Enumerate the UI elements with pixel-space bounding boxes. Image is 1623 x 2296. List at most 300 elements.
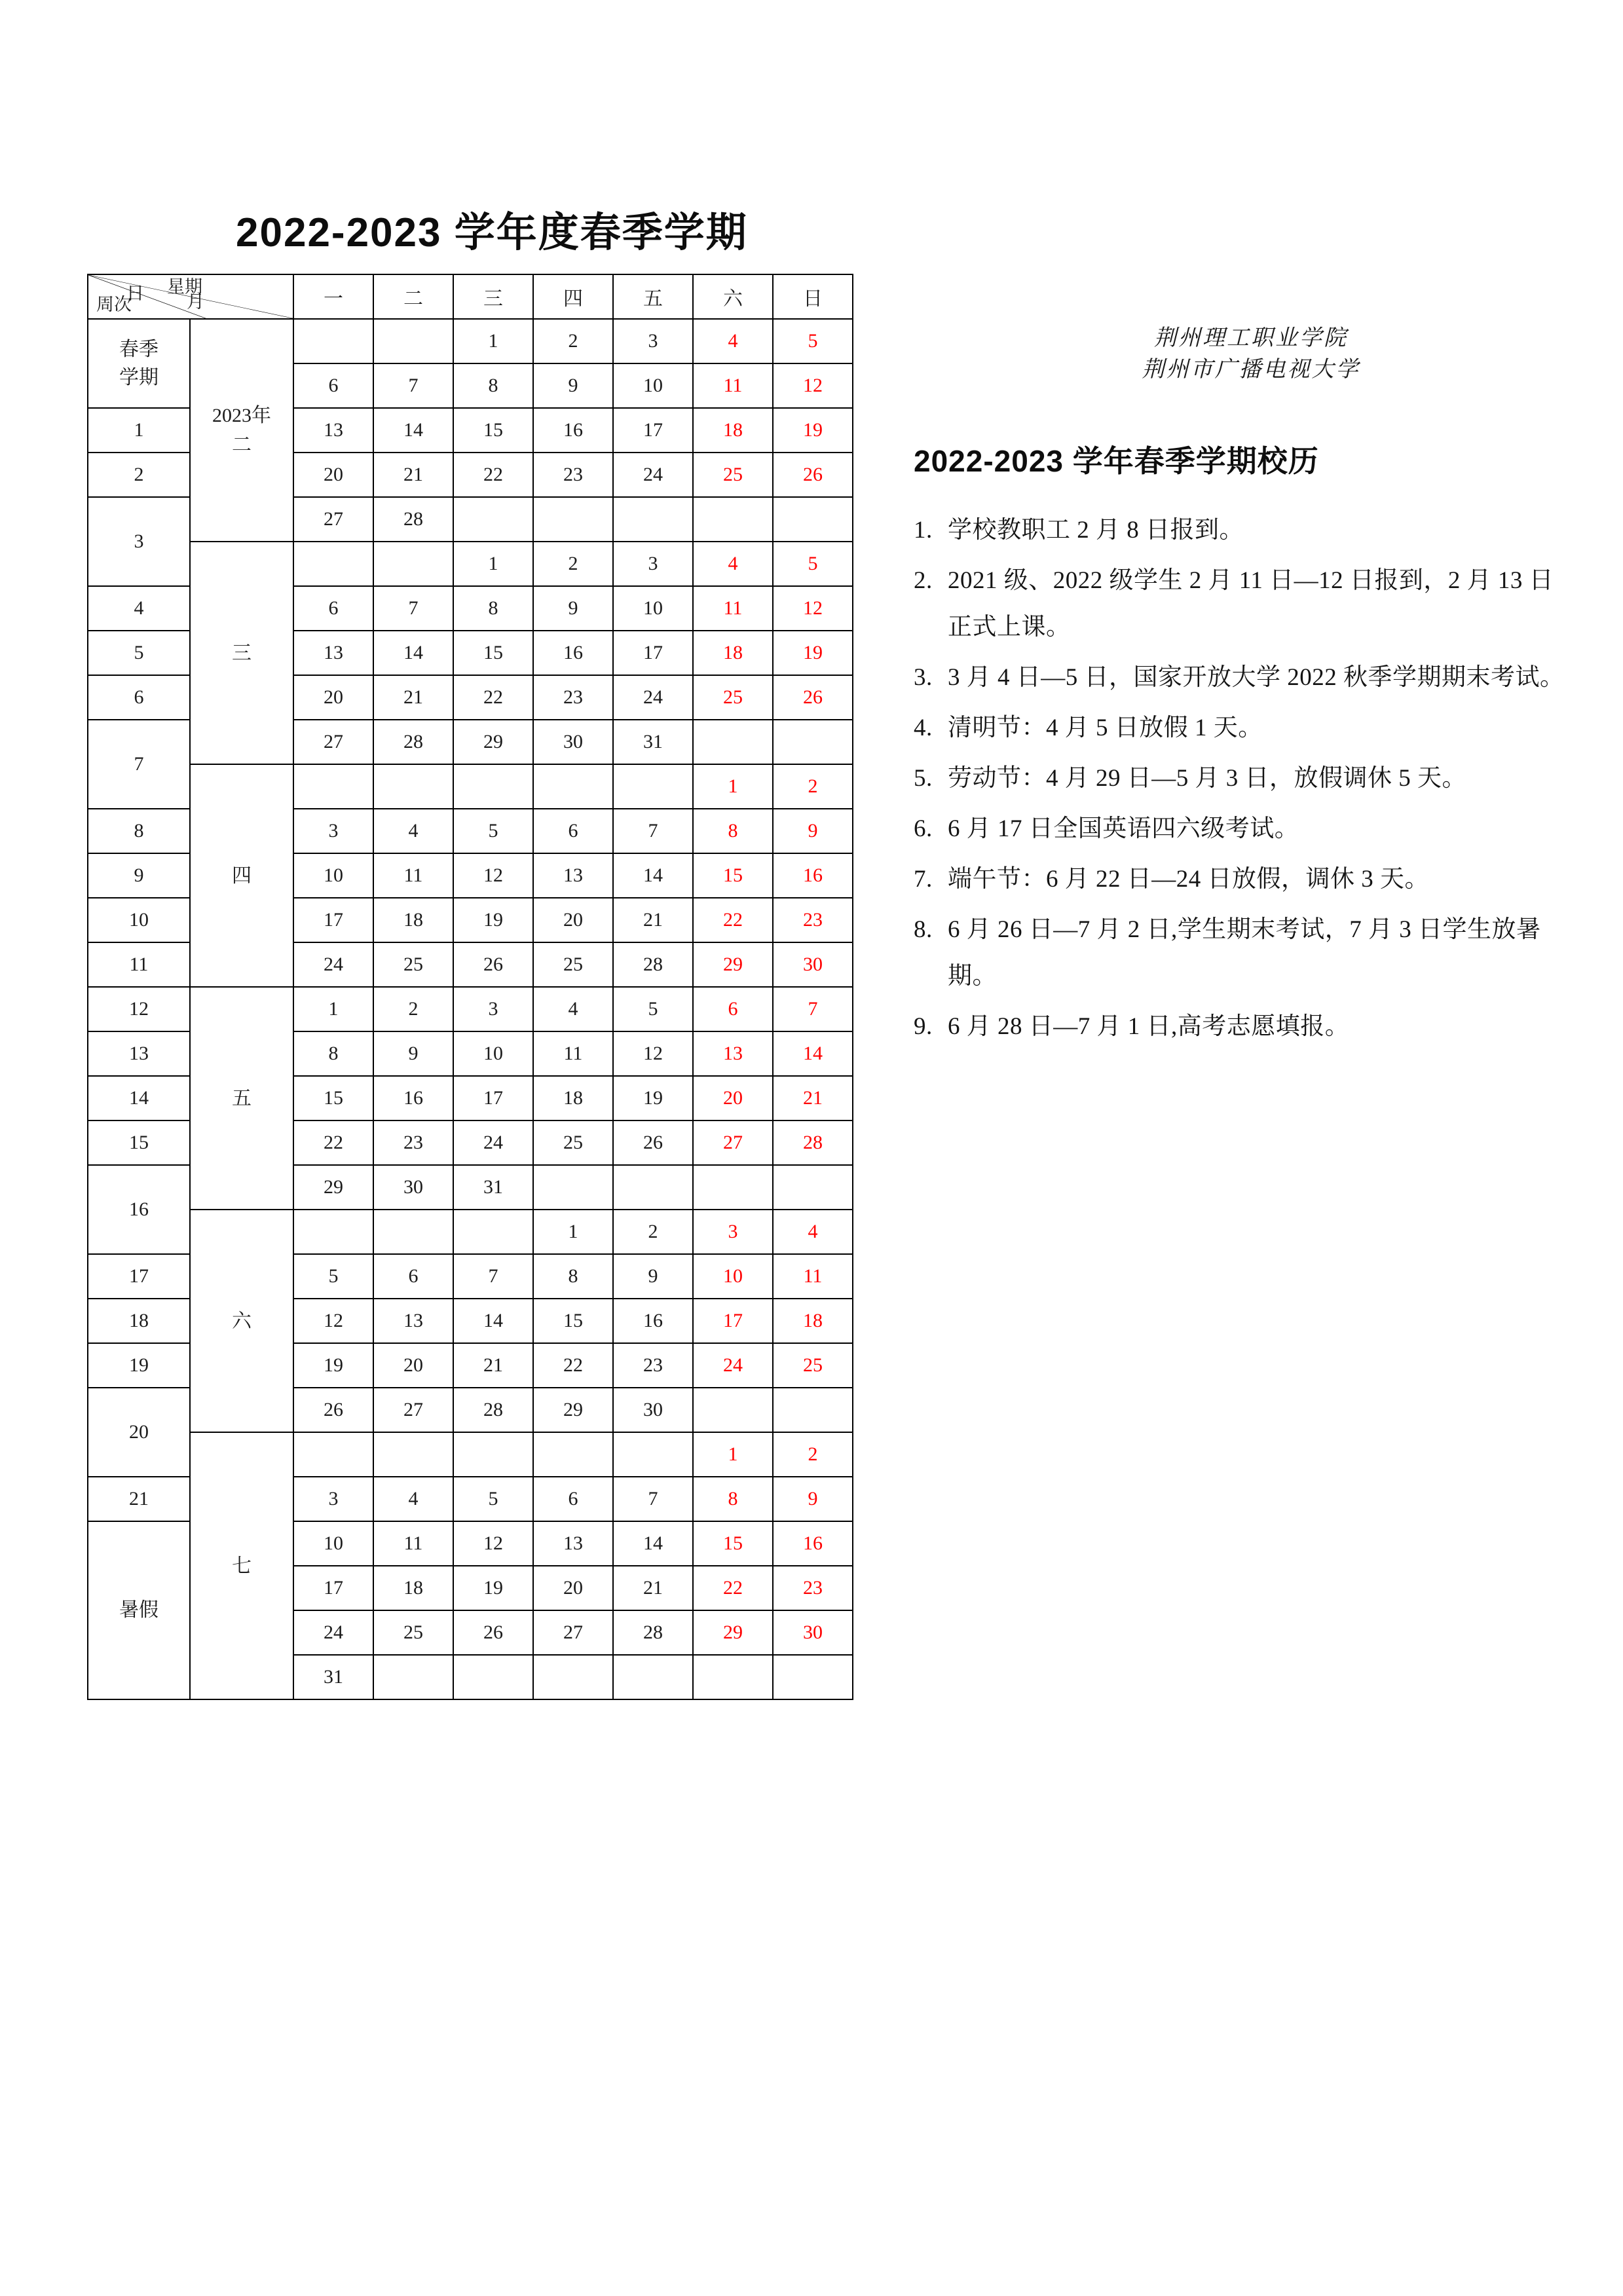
calendar-date-cell: 21 [613, 898, 693, 942]
note-number: 1. [914, 517, 933, 544]
calendar-date-cell: 29 [533, 1388, 613, 1432]
month-name-cell: 五 [190, 987, 293, 1210]
academic-calendar-table-wrapper [87, 274, 852, 1700]
calendar-date-cell: 29 [293, 1165, 373, 1210]
calendar-date-cell: 7 [373, 363, 453, 408]
calendar-date-cell: 14 [613, 1521, 693, 1566]
calendar-date-cell: 23 [773, 898, 853, 942]
week-number-cell: 17 [88, 1254, 190, 1299]
calendar-date-cell: 17 [693, 1299, 773, 1343]
week-number-cell: 21 [88, 1477, 190, 1521]
calendar-date-cell: 13 [293, 631, 373, 675]
calendar-date-cell: 6 [293, 363, 373, 408]
calendar-date-cell: 3 [613, 319, 693, 363]
calendar-date-cell: 28 [613, 1610, 693, 1655]
calendar-date-cell: 5 [293, 1254, 373, 1299]
calendar-date-cell: 1 [453, 319, 533, 363]
calendar-date-cell: 22 [693, 1566, 773, 1610]
calendar-date-cell: 25 [693, 675, 773, 720]
calendar-empty-cell [613, 1432, 693, 1477]
calendar-date-cell: 28 [453, 1388, 533, 1432]
week-number-cell: 2 [88, 453, 190, 497]
calendar-date-cell: 20 [693, 1076, 773, 1120]
calendar-date-cell: 11 [693, 363, 773, 408]
calendar-date-cell: 24 [693, 1343, 773, 1388]
calendar-date-cell: 25 [773, 1343, 853, 1388]
calendar-date-cell: 8 [293, 1031, 373, 1076]
month-name-cell: 四 [190, 764, 293, 987]
calendar-date-cell: 26 [453, 1610, 533, 1655]
calendar-week-row [88, 1432, 853, 1477]
calendar-date-cell: 24 [293, 1610, 373, 1655]
calendar-date-cell: 3 [613, 542, 693, 586]
calendar-date-cell: 7 [453, 1254, 533, 1299]
calendar-date-cell: 25 [373, 942, 453, 987]
calendar-date-cell: 14 [453, 1299, 533, 1343]
calendar-date-cell: 4 [693, 542, 773, 586]
calendar-empty-cell [773, 720, 853, 764]
calendar-date-cell: 14 [773, 1031, 853, 1076]
page-title: 2022-2023 学年度春季学期 [236, 210, 748, 255]
calendar-note-item [914, 805, 1575, 852]
right-info-panel [914, 327, 1575, 1054]
calendar-date-cell: 12 [453, 1521, 533, 1566]
calendar-empty-cell [453, 1432, 533, 1477]
calendar-date-cell: 9 [373, 1031, 453, 1076]
calendar-date-cell: 9 [533, 363, 613, 408]
calendar-empty-cell [693, 497, 773, 542]
calendar-empty-cell [613, 1165, 693, 1210]
calendar-empty-cell [533, 764, 613, 809]
calendar-date-cell: 12 [773, 363, 853, 408]
calendar-date-cell: 27 [373, 1388, 453, 1432]
calendar-date-cell: 29 [453, 720, 533, 764]
calendar-date-cell: 8 [453, 586, 533, 631]
calendar-note-item [914, 705, 1575, 751]
note-text: 学校教职工 2 月 8 日报到。 [948, 517, 1244, 544]
calendar-date-cell: 24 [613, 453, 693, 497]
calendar-date-cell: 17 [293, 898, 373, 942]
month-name-cell: 2023年 二 [190, 319, 293, 542]
calendar-date-cell: 30 [373, 1165, 453, 1210]
note-number: 8. [914, 916, 933, 944]
weekday-header-tue: 二 [373, 274, 453, 319]
corner-label-weekday: 星期 [167, 277, 202, 297]
week-number-cell: 10 [88, 898, 190, 942]
calendar-date-cell: 19 [773, 631, 853, 675]
calendar-date-cell: 11 [773, 1254, 853, 1299]
calendar-date-cell: 6 [693, 987, 773, 1031]
calendar-empty-cell [373, 1432, 453, 1477]
calendar-date-cell: 19 [453, 1566, 533, 1610]
calendar-date-cell: 21 [373, 453, 453, 497]
calendar-date-cell: 28 [773, 1120, 853, 1165]
calendar-date-cell: 28 [373, 497, 453, 542]
weekday-header-mon: 一 [293, 274, 373, 319]
calendar-date-cell: 2 [533, 542, 613, 586]
note-text: 端午节：6 月 22 日—24 日放假，调休 3 天。 [948, 866, 1429, 893]
week-number-cell: 7 [88, 720, 190, 809]
calendar-empty-cell [373, 319, 453, 363]
calendar-date-cell: 28 [373, 720, 453, 764]
calendar-date-cell: 27 [293, 720, 373, 764]
calendar-date-cell: 2 [773, 764, 853, 809]
calendar-date-cell: 25 [533, 942, 613, 987]
calendar-date-cell: 13 [373, 1299, 453, 1343]
week-number-cell: 9 [88, 853, 190, 898]
calendar-date-cell: 23 [533, 675, 613, 720]
calendar-date-cell: 20 [293, 453, 373, 497]
calendar-date-cell: 18 [373, 898, 453, 942]
week-number-cell: 20 [88, 1388, 190, 1477]
calendar-date-cell: 22 [533, 1343, 613, 1388]
table-header [88, 274, 853, 319]
calendar-date-cell: 27 [293, 497, 373, 542]
calendar-date-cell: 4 [373, 1477, 453, 1521]
calendar-date-cell: 27 [533, 1610, 613, 1655]
calendar-date-cell: 16 [773, 853, 853, 898]
calendar-date-cell: 7 [613, 1477, 693, 1521]
calendar-note-item [914, 507, 1575, 553]
calendar-date-cell: 8 [693, 809, 773, 853]
calendar-date-cell: 21 [613, 1566, 693, 1610]
note-text: 清明节：4 月 5 日放假 1 天。 [948, 714, 1263, 742]
calendar-week-row [88, 987, 853, 1031]
calendar-note-item [914, 856, 1575, 902]
calendar-date-cell: 14 [613, 853, 693, 898]
note-number: 4. [914, 714, 933, 742]
calendar-date-cell: 12 [293, 1299, 373, 1343]
calendar-date-cell: 12 [613, 1031, 693, 1076]
note-text: 2021 级、2022 级学生 2 月 11 日—12 日报到，2 月 13 日正式上课。 [948, 567, 1554, 641]
calendar-date-cell: 16 [373, 1076, 453, 1120]
calendar-date-cell: 25 [533, 1120, 613, 1165]
calendar-empty-cell [773, 497, 853, 542]
calendar-date-cell: 11 [533, 1031, 613, 1076]
calendar-date-cell: 11 [373, 1521, 453, 1566]
corner-label-weeknum: 周次 [96, 294, 132, 314]
calendar-date-cell: 8 [533, 1254, 613, 1299]
calendar-date-cell: 15 [453, 408, 533, 453]
calendar-date-cell: 10 [293, 853, 373, 898]
organization-name-secondary: 荆州市广播电视大学 [1142, 358, 1360, 382]
calendar-empty-cell [693, 720, 773, 764]
calendar-empty-cell [373, 764, 453, 809]
calendar-date-cell: 22 [693, 898, 773, 942]
calendar-date-cell: 21 [373, 675, 453, 720]
table-header-row [88, 274, 853, 319]
organization-name-primary: 荆州理工职业学院 [1154, 326, 1348, 350]
calendar-empty-cell [533, 1655, 613, 1699]
calendar-date-cell: 17 [613, 631, 693, 675]
month-name-cell: 三 [190, 542, 293, 764]
calendar-date-cell: 29 [693, 1610, 773, 1655]
calendar-date-cell: 11 [693, 586, 773, 631]
calendar-date-cell: 10 [293, 1521, 373, 1566]
calendar-date-cell: 22 [293, 1120, 373, 1165]
calendar-empty-cell [693, 1165, 773, 1210]
calendar-date-cell: 21 [773, 1076, 853, 1120]
calendar-date-cell: 8 [453, 363, 533, 408]
calendar-date-cell: 13 [293, 408, 373, 453]
calendar-date-cell: 4 [373, 809, 453, 853]
calendar-week-row [88, 542, 853, 586]
calendar-date-cell: 6 [293, 586, 373, 631]
calendar-date-cell: 10 [613, 586, 693, 631]
calendar-week-row [88, 764, 853, 809]
weekday-header-fri: 五 [613, 274, 693, 319]
calendar-empty-cell [453, 1210, 533, 1254]
week-number-cell: 11 [88, 942, 190, 987]
calendar-date-cell: 1 [453, 542, 533, 586]
calendar-date-cell: 5 [453, 809, 533, 853]
weekday-header-thu: 四 [533, 274, 613, 319]
calendar-date-cell: 19 [293, 1343, 373, 1388]
calendar-date-cell: 18 [773, 1299, 853, 1343]
note-text: 劳动节：4 月 29 日—5 月 3 日，放假调休 5 天。 [948, 765, 1466, 792]
calendar-date-cell: 2 [373, 987, 453, 1031]
calendar-date-cell: 26 [453, 942, 533, 987]
calendar-date-cell: 2 [773, 1432, 853, 1477]
calendar-date-cell: 9 [613, 1254, 693, 1299]
calendar-date-cell: 17 [293, 1566, 373, 1610]
week-number-cell: 4 [88, 586, 190, 631]
calendar-date-cell: 15 [533, 1299, 613, 1343]
calendar-date-cell: 28 [613, 942, 693, 987]
month-name-cell: 七 [190, 1432, 293, 1699]
week-number-cell: 春季 学期 [88, 319, 190, 408]
calendar-date-cell: 30 [773, 942, 853, 987]
calendar-date-cell: 31 [293, 1655, 373, 1699]
calendar-date-cell: 10 [613, 363, 693, 408]
calendar-date-cell: 7 [373, 586, 453, 631]
calendar-date-cell: 3 [293, 809, 373, 853]
week-number-cell: 3 [88, 497, 190, 586]
calendar-date-cell: 26 [773, 453, 853, 497]
calendar-date-cell: 17 [453, 1076, 533, 1120]
week-number-cell: 8 [88, 809, 190, 853]
week-number-cell: 12 [88, 987, 190, 1031]
calendar-date-cell: 1 [693, 764, 773, 809]
corner-label-day: 日 [126, 284, 144, 303]
calendar-empty-cell [293, 1432, 373, 1477]
calendar-date-cell: 15 [453, 631, 533, 675]
note-number: 5. [914, 765, 933, 792]
calendar-note-item [914, 557, 1575, 650]
calendar-note-item [914, 906, 1575, 999]
note-number: 3. [914, 664, 933, 692]
academic-calendar-table [87, 274, 853, 1700]
calendar-date-cell: 11 [373, 853, 453, 898]
calendar-date-cell: 24 [613, 675, 693, 720]
calendar-date-cell: 9 [773, 1477, 853, 1521]
calendar-date-cell: 26 [293, 1388, 373, 1432]
calendar-date-cell: 22 [453, 675, 533, 720]
calendar-date-cell: 21 [453, 1343, 533, 1388]
calendar-empty-cell [773, 1655, 853, 1699]
week-number-cell: 暑假 [88, 1521, 190, 1699]
month-name-cell: 六 [190, 1210, 293, 1432]
calendar-date-cell: 26 [613, 1120, 693, 1165]
calendar-date-cell: 30 [613, 1388, 693, 1432]
calendar-date-cell: 30 [533, 720, 613, 764]
calendar-date-cell: 6 [373, 1254, 453, 1299]
calendar-date-cell: 27 [693, 1120, 773, 1165]
calendar-notes-list [914, 507, 1575, 1050]
calendar-empty-cell [613, 764, 693, 809]
calendar-date-cell: 15 [293, 1076, 373, 1120]
calendar-empty-cell [613, 497, 693, 542]
calendar-empty-cell [293, 764, 373, 809]
calendar-date-cell: 13 [693, 1031, 773, 1076]
calendar-date-cell: 13 [533, 853, 613, 898]
calendar-date-cell: 24 [293, 942, 373, 987]
week-number-cell: 15 [88, 1120, 190, 1165]
calendar-date-cell: 4 [533, 987, 613, 1031]
week-number-cell: 13 [88, 1031, 190, 1076]
calendar-date-cell: 13 [533, 1521, 613, 1566]
calendar-date-cell: 15 [693, 853, 773, 898]
calendar-date-cell: 20 [533, 1566, 613, 1610]
calendar-date-cell: 6 [533, 1477, 613, 1521]
calendar-date-cell: 5 [453, 1477, 533, 1521]
calendar-date-cell: 5 [773, 542, 853, 586]
corner-header-cell [88, 274, 293, 319]
calendar-date-cell: 31 [613, 720, 693, 764]
note-number: 7. [914, 866, 933, 893]
table-body [88, 319, 853, 1699]
calendar-date-cell: 3 [453, 987, 533, 1031]
calendar-date-cell: 3 [293, 1477, 373, 1521]
week-number-cell: 6 [88, 675, 190, 720]
calendar-empty-cell [453, 1655, 533, 1699]
note-number: 2. [914, 567, 933, 595]
calendar-date-cell: 25 [373, 1610, 453, 1655]
calendar-empty-cell [693, 1655, 773, 1699]
calendar-date-cell: 16 [533, 631, 613, 675]
calendar-date-cell: 23 [533, 453, 613, 497]
week-number-cell: 16 [88, 1165, 190, 1254]
note-text: 6 月 26 日—7 月 2 日,学生期末考试，7 月 3 日学生放暑期。 [948, 916, 1541, 990]
calendar-date-cell: 30 [773, 1610, 853, 1655]
calendar-date-cell: 12 [453, 853, 533, 898]
calendar-date-cell: 1 [533, 1210, 613, 1254]
calendar-date-cell: 8 [693, 1477, 773, 1521]
calendar-date-cell: 18 [693, 408, 773, 453]
calendar-date-cell: 22 [453, 453, 533, 497]
calendar-date-cell: 7 [773, 987, 853, 1031]
calendar-date-cell: 16 [533, 408, 613, 453]
calendar-note-item [914, 1003, 1575, 1050]
calendar-date-cell: 17 [613, 408, 693, 453]
weekday-header-wed: 三 [453, 274, 533, 319]
calendar-date-cell: 23 [373, 1120, 453, 1165]
calendar-date-cell: 20 [533, 898, 613, 942]
calendar-date-cell: 23 [773, 1566, 853, 1610]
calendar-date-cell: 7 [613, 809, 693, 853]
calendar-empty-cell [453, 497, 533, 542]
week-number-cell: 14 [88, 1076, 190, 1120]
calendar-date-cell: 9 [773, 809, 853, 853]
calendar-empty-cell [373, 542, 453, 586]
calendar-empty-cell [693, 1388, 773, 1432]
calendar-date-cell: 14 [373, 631, 453, 675]
calendar-date-cell: 10 [693, 1254, 773, 1299]
calendar-date-cell: 18 [373, 1566, 453, 1610]
calendar-empty-cell [293, 1210, 373, 1254]
calendar-date-cell: 14 [373, 408, 453, 453]
calendar-empty-cell [373, 1655, 453, 1699]
corner-label-month: 月 [187, 292, 204, 312]
calendar-week-row [88, 319, 853, 363]
calendar-date-cell: 24 [453, 1120, 533, 1165]
calendar-date-cell: 5 [613, 987, 693, 1031]
week-number-cell: 1 [88, 408, 190, 453]
calendar-date-cell: 1 [693, 1432, 773, 1477]
note-text: 6 月 17 日全国英语四六级考试。 [948, 815, 1299, 843]
calendar-date-cell: 18 [693, 631, 773, 675]
calendar-empty-cell [533, 1165, 613, 1210]
calendar-date-cell: 19 [773, 408, 853, 453]
calendar-date-cell: 16 [613, 1299, 693, 1343]
calendar-date-cell: 5 [773, 319, 853, 363]
calendar-date-cell: 4 [773, 1210, 853, 1254]
calendar-date-cell: 18 [533, 1076, 613, 1120]
week-number-cell: 19 [88, 1343, 190, 1388]
weekday-header-sat: 六 [693, 274, 773, 319]
calendar-date-cell: 23 [613, 1343, 693, 1388]
calendar-date-cell: 26 [773, 675, 853, 720]
calendar-date-cell: 10 [453, 1031, 533, 1076]
calendar-date-cell: 16 [773, 1521, 853, 1566]
note-text: 3 月 4 日—5 日，国家开放大学 2022 秋季学期期末考试。 [948, 664, 1565, 692]
calendar-empty-cell [533, 497, 613, 542]
weekday-header-sun: 日 [773, 274, 853, 319]
calendar-date-cell: 15 [693, 1521, 773, 1566]
calendar-note-item [914, 755, 1575, 802]
calendar-date-cell: 29 [693, 942, 773, 987]
calendar-empty-cell [453, 764, 533, 809]
calendar-date-cell: 19 [613, 1076, 693, 1120]
calendar-date-cell: 2 [533, 319, 613, 363]
calendar-empty-cell [773, 1388, 853, 1432]
calendar-empty-cell [613, 1655, 693, 1699]
calendar-date-cell: 4 [693, 319, 773, 363]
calendar-empty-cell [773, 1165, 853, 1210]
calendar-date-cell: 12 [773, 586, 853, 631]
calendar-note-item [914, 654, 1575, 701]
note-number: 6. [914, 815, 933, 843]
note-text: 6 月 28 日—7 月 1 日,高考志愿填报。 [948, 1013, 1350, 1041]
calendar-empty-cell [373, 1210, 453, 1254]
calendar-week-row [88, 1210, 853, 1254]
calendar-date-cell: 19 [453, 898, 533, 942]
calendar-empty-cell [533, 1432, 613, 1477]
calendar-date-cell: 20 [373, 1343, 453, 1388]
calendar-date-cell: 2 [613, 1210, 693, 1254]
calendar-date-cell: 3 [693, 1210, 773, 1254]
calendar-date-cell: 20 [293, 675, 373, 720]
calendar-date-cell: 6 [533, 809, 613, 853]
calendar-date-cell: 25 [693, 453, 773, 497]
calendar-date-cell: 1 [293, 987, 373, 1031]
note-number: 9. [914, 1013, 933, 1041]
panel-heading: 2022-2023 学年春季学期校历 [914, 444, 1319, 478]
calendar-empty-cell [293, 542, 373, 586]
week-number-cell: 18 [88, 1299, 190, 1343]
calendar-date-cell: 31 [453, 1165, 533, 1210]
calendar-empty-cell [293, 319, 373, 363]
